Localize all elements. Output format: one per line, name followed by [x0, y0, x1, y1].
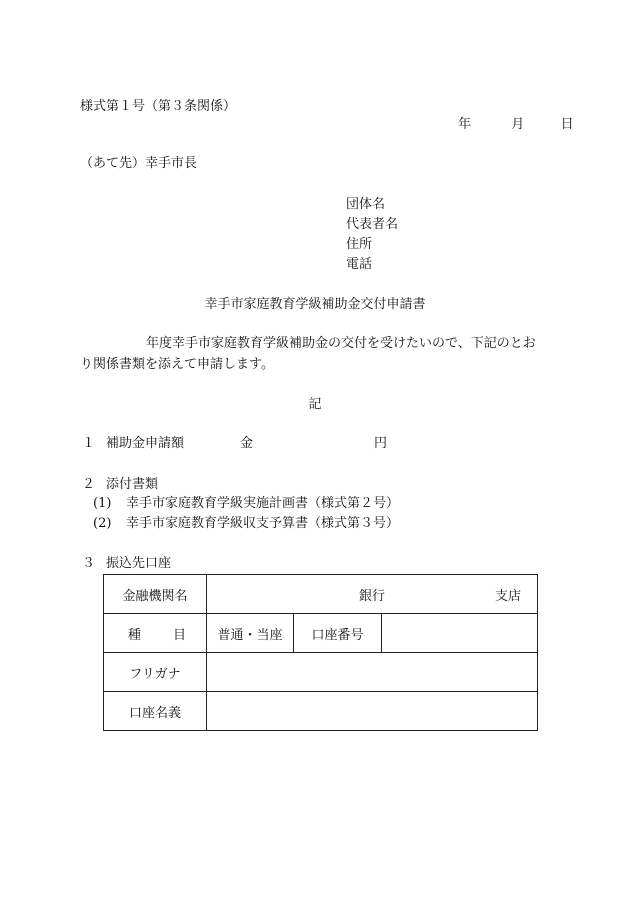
furigana-label: フリガナ	[104, 653, 207, 692]
date-day: 日	[560, 117, 574, 132]
date-year: 年	[458, 117, 472, 132]
doc1-num: (1)	[93, 496, 112, 511]
body-line-1: 年度幸手市家庭教育学級補助金の交付を受けたいので、下記のとお	[146, 336, 536, 351]
type-label-a: 種	[128, 627, 142, 643]
item1-kin: 金	[240, 436, 254, 451]
bank-row	[104, 575, 538, 614]
date-line	[458, 117, 574, 133]
ki-heading: 記	[308, 397, 322, 412]
body-line-2: り関係書類を添えて申請します。	[80, 357, 274, 372]
addressee: （あて先）幸手市長	[80, 156, 198, 171]
group-name-label: 団体名	[346, 197, 386, 212]
item3-label: 振込先口座	[106, 556, 172, 571]
holder-field[interactable]	[207, 692, 538, 731]
doc1-text: 幸手市家庭教育学級実施計画書（様式第２号）	[126, 496, 400, 511]
furigana-row	[104, 653, 538, 692]
address-label: 住所	[346, 237, 373, 252]
type-label-b: 目	[172, 627, 186, 643]
holder-row	[104, 692, 538, 731]
account-type-field[interactable]: 普通・当座	[207, 614, 294, 653]
doc2-num: (2)	[93, 516, 112, 531]
form-number: 様式第１号（第３条関係）	[80, 99, 237, 114]
account-table	[103, 574, 538, 731]
date-month: 月	[511, 117, 525, 132]
bank-label: 金融機関名	[104, 575, 207, 614]
item2-num: ２	[82, 477, 96, 492]
item3-num: ３	[82, 556, 96, 571]
item2-label: 添付書類	[106, 477, 159, 492]
branch-suffix: 支店	[495, 588, 522, 604]
account-number-label: 口座番号	[294, 614, 382, 653]
representative-label: 代表者名	[346, 217, 399, 232]
holder-label: 口座名義	[104, 692, 207, 731]
doc2-text: 幸手市家庭教育学級収支予算書（様式第３号）	[126, 516, 400, 531]
furigana-field[interactable]	[207, 653, 538, 692]
item1-yen: 円	[374, 436, 388, 451]
phone-label: 電話	[346, 257, 373, 272]
item1-label: 補助金申請額	[106, 436, 185, 451]
applicant-block	[346, 195, 398, 275]
document-title: 幸手市家庭教育学級補助金交付申請書	[204, 297, 426, 312]
item1-num: １	[82, 436, 96, 451]
type-label	[104, 614, 207, 653]
bank-field[interactable]	[207, 575, 538, 614]
bank-suffix: 銀行	[359, 588, 386, 604]
type-row	[104, 614, 538, 653]
account-number-field[interactable]	[382, 614, 538, 653]
